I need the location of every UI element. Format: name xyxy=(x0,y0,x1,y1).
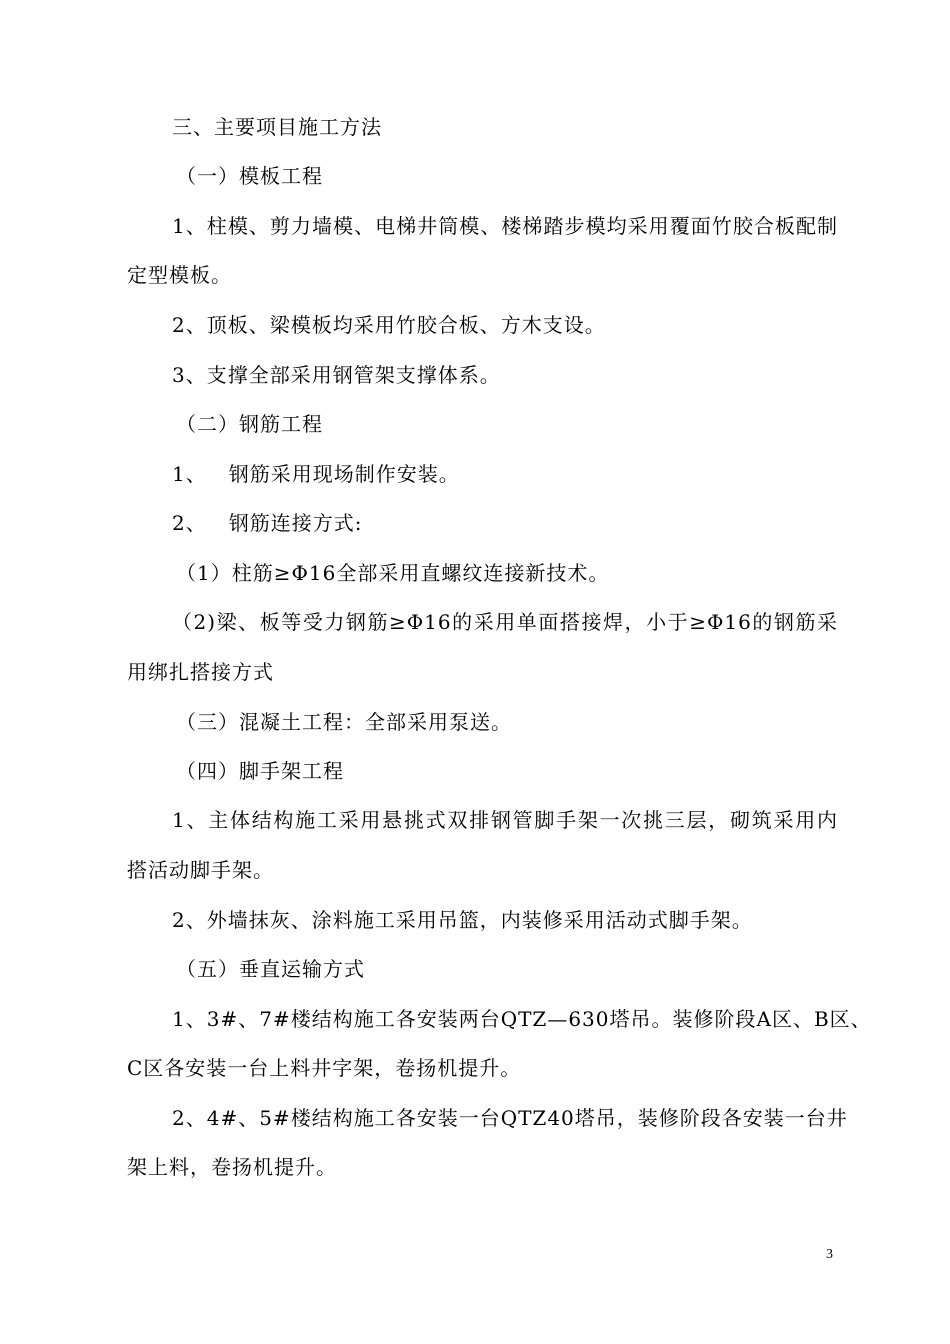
paragraph-line: 1、柱模、剪力墙模、电梯井筒模、楼梯踏步模均采用覆面竹胶合板配制 xyxy=(172,214,838,238)
paragraph-line: 2、外墙抹灰、涂料施工采用吊篮，内装修采用活动式脚手架。 xyxy=(172,908,753,932)
paragraph-line: （1）柱筋≥Φ16全部采用直螺纹连接新技术。 xyxy=(176,561,610,585)
paragraph-line: C区各安装一台上料井字架，卷扬机提升。 xyxy=(127,1056,522,1080)
section-heading: 三、主要项目施工方法 xyxy=(172,115,382,139)
subsection-heading-vertical-transport: （五）垂直运输方式 xyxy=(176,957,365,981)
paragraph-line: 2、4#、5#楼结构施工各安装一台QTZ40塔吊，装修阶段各安装一台井 xyxy=(172,1106,848,1130)
paragraph-line: 2、顶板、梁模板均采用竹胶合板、方木支设。 xyxy=(172,313,606,337)
page-number: 3 xyxy=(826,1247,833,1262)
paragraph-line: 搭活动脚手架。 xyxy=(127,858,274,882)
paragraph-line: 定型模板。 xyxy=(127,263,232,287)
subsection-heading-scaffolding: （四）脚手架工程 xyxy=(176,759,344,783)
subsection-heading-formwork: （一）模板工程 xyxy=(176,164,323,188)
paragraph-line: 3、支撑全部采用钢管架支撑体系。 xyxy=(172,363,501,387)
paragraph-line: 2、 钢筋连接方式: xyxy=(172,511,363,535)
subsection-heading-rebar: （二）钢筋工程 xyxy=(176,412,323,436)
subsection-heading-concrete: （三）混凝土工程：全部采用泵送。 xyxy=(176,710,512,734)
paragraph-line: 1、主体结构施工采用悬挑式双排钢管脚手架一次挑三层，砌筑采用内 xyxy=(172,808,838,832)
paragraph-line: 1、3#、7#楼结构施工各安装两台QTZ—630塔吊。装修阶段A区、B区、 xyxy=(172,1007,872,1031)
paragraph-line: 1、 钢筋采用现场制作安装。 xyxy=(172,462,460,486)
paragraph-line: （2)梁、板等受力钢筋≥Φ16的采用单面搭接焊，小于≥Φ16的钢筋采 xyxy=(172,610,838,634)
paragraph-line: 架上料，卷扬机提升。 xyxy=(127,1155,337,1179)
paragraph-line: 用绑扎搭接方式 xyxy=(127,660,274,684)
